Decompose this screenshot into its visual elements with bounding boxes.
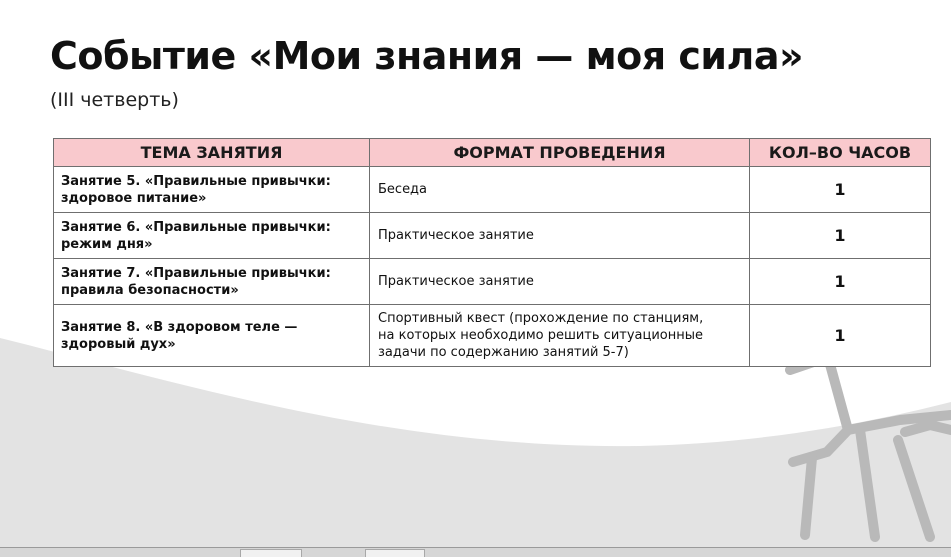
table-row [54,167,931,213]
topic-cell [54,167,370,213]
hours-cell: 1 [750,213,931,259]
format-line: Практическое занятие [378,228,534,243]
topic-line: режим дня» [61,236,153,252]
table-row [54,305,931,367]
header-hours: КОЛ–ВО ЧАСОВ [750,139,931,167]
table-row [54,213,931,259]
window-bottom-strip [0,547,951,557]
topic-line: правила безопасности» [61,282,239,298]
table-header-row [54,139,931,167]
format-line: Практическое занятие [378,274,534,289]
topic-line: Занятие 7. «Правильные привычки: [61,265,331,281]
format-line: на которых необходимо решить ситуационные [378,328,704,343]
hours-cell: 1 [750,305,931,367]
hours-cell: 1 [750,167,931,213]
format-cell [370,167,750,213]
topic-line: здоровый дух» [61,336,176,352]
topic-cell [54,259,370,305]
topic-line: здоровое питание» [61,190,207,206]
strip-tab[interactable] [240,549,302,557]
topic-cell [54,213,370,259]
format-cell [370,305,750,367]
table-row [54,259,931,305]
slide-subtitle: (III четверть) [50,89,179,111]
format-line: Спортивный квест (прохождение по станциям, [378,311,704,326]
topic-line: Занятие 8. «В здоровом теле — [61,319,298,335]
topic-cell [54,305,370,367]
slide-title: Событие «Мои знания — моя сила» [50,34,804,78]
format-cell [370,213,750,259]
strip-tab[interactable] [365,549,425,557]
hours-cell: 1 [750,259,931,305]
topic-line: Занятие 6. «Правильные привычки: [61,219,331,235]
topic-line: Занятие 5. «Правильные привычки: [61,173,331,189]
format-cell [370,259,750,305]
format-line: задачи по содержанию занятий 5-7) [378,345,629,360]
lesson-plan-table [53,138,931,367]
header-format: ФОРМАТ ПРОВЕДЕНИЯ [370,139,750,167]
format-line: Беседа [378,182,428,197]
header-topic: ТЕМА ЗАНЯТИЯ [54,139,370,167]
